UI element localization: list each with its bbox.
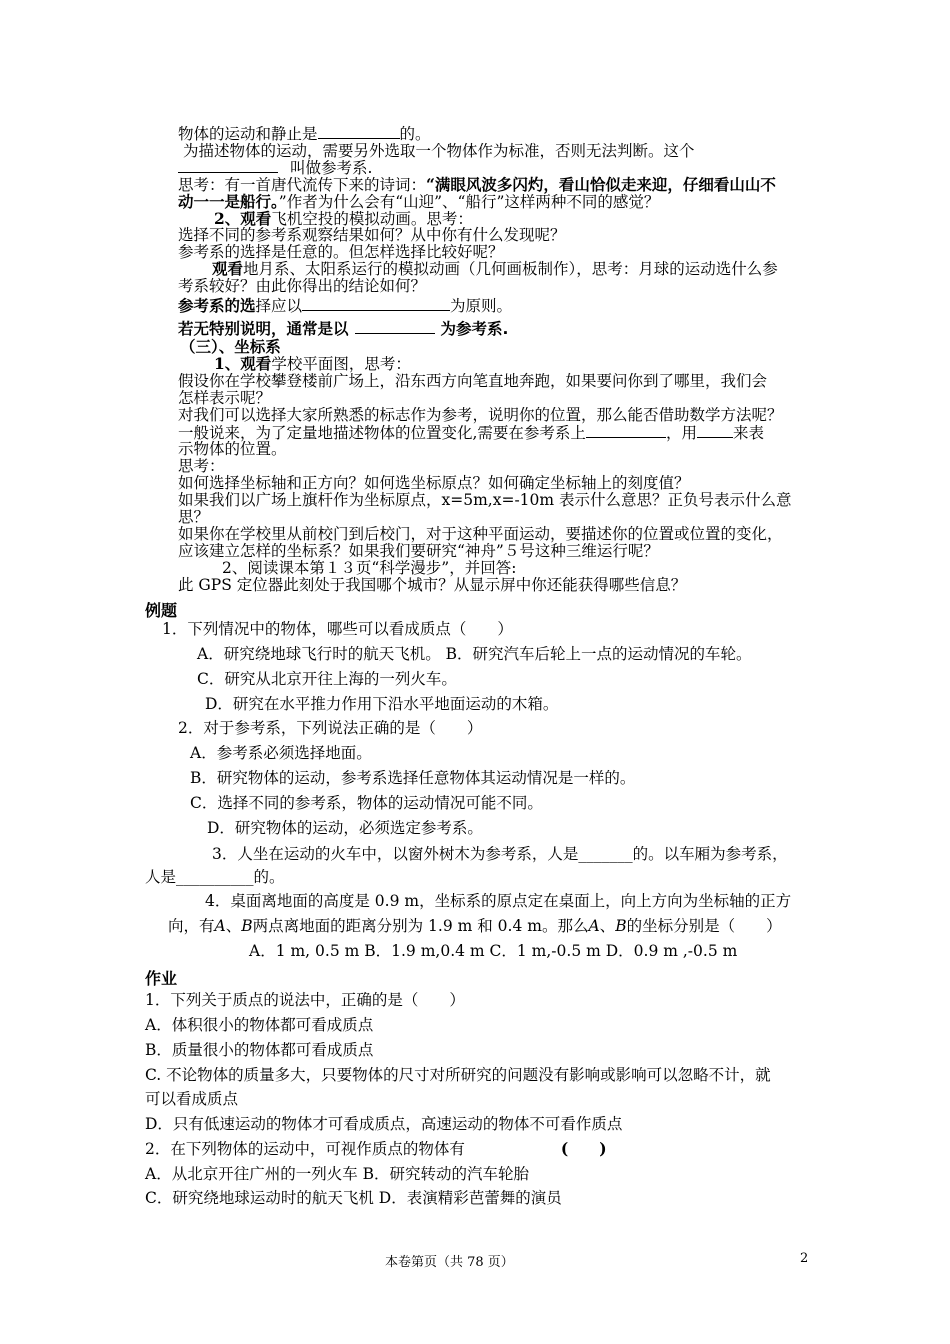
text: A [588, 917, 600, 935]
question: 3．人坐在运动的火车中，以窗外树木为参考系，人是_______的。以车厢为参考系， [212, 845, 788, 863]
text-line: 考系较好？由此你得出的结论如何？ [178, 277, 427, 295]
question: 2．对于参考系，下列说法正确的是（ ） [178, 719, 483, 737]
text-line [214, 355, 411, 373]
text: 为原则。 [450, 297, 513, 315]
section-heading: 例题 [145, 601, 178, 620]
text-line: 如果你在学校里从前校门到后校门，对于这种平面运动，要描述你的位置或位置的变化， [178, 525, 783, 543]
question-cont [168, 915, 782, 937]
question: 4．桌面离地面的高度是 0.9 m，坐标系的原点定在桌面上，向上方向为坐标轴的正方 [205, 892, 792, 910]
option-line: A．参考系必须选择地面。 [190, 744, 372, 762]
text-line: 选择不同的参考系观察结果如何？从中你有什么发现呢？ [178, 226, 566, 244]
option-line: D．研究物体的运动，必须选定参考系。 [207, 819, 483, 837]
option-line: D．只有低速运动的物体才可看成质点，高速运动的物体不可看作质点 [145, 1115, 623, 1133]
text: 1、 [214, 354, 241, 373]
fill-blank [355, 319, 435, 334]
text-line: 对我们可以选择大家所熟悉的标志作为参考，说明你的位置，那么能否借助数学方法呢？ [178, 406, 783, 424]
text: 学校平面图，思考： [271, 355, 411, 373]
fill-blank [697, 423, 733, 438]
text: A [214, 917, 226, 935]
text: 来表 [732, 424, 764, 442]
question: 1．下列关于质点的说法中，正确的是（ ） [145, 991, 465, 1009]
text-line: 怎样表示呢？ [178, 389, 272, 407]
text-line: 思考： [178, 457, 225, 475]
text: 飞机空投的模拟动画。思考： [271, 210, 473, 228]
fill-blank [178, 158, 278, 173]
text: 为参考系. [440, 320, 509, 338]
fill-blank [318, 124, 400, 139]
text: ”作者为什么会有“山迎”、“船行”这样两种不同的感觉？ [278, 193, 660, 211]
text: 2．在下列物体的运动中，可视作质点的物体有 [145, 1140, 465, 1158]
text-line: 假设你在学校攀登楼前广场上，沿东西方向笔直地奔跑，如果要问你到了哪里，我们会 [178, 372, 768, 390]
text: 的。 [399, 125, 431, 143]
text: 叫做参考系. [290, 159, 373, 177]
text: 观看 [212, 259, 244, 278]
page-footer: 本卷第页（共 78 页） [385, 1255, 514, 1270]
section-heading: （三）、坐标系 [180, 338, 281, 356]
text: ( ) [560, 1139, 607, 1158]
option-line: 可以看成质点 [145, 1090, 239, 1108]
text-line [178, 296, 512, 315]
text: B [241, 917, 253, 935]
question: 1．下列情况中的物体，哪些可以看成质点（ ） [162, 620, 513, 638]
text: B [615, 917, 627, 935]
text-line: 此 GPS 定位器此刻处于我国哪个城市？从显示屏中你还能获得哪些信息？ [178, 576, 687, 594]
section-heading: 作业 [145, 969, 178, 988]
option-line: A．研究绕地球飞行时的航天飞机。 B．研究汽车后轮上一点的运动情况的车轮。 [197, 645, 752, 663]
page-number: 2 [800, 1251, 809, 1266]
option-line: C．研究绕地球运动时的航天飞机 D．表演精彩芭蕾舞的演员 [145, 1189, 562, 1207]
fill-blank [302, 296, 450, 311]
text-line: 示物体的位置。 [178, 440, 287, 458]
text-line: 如果我们以广场上旗杆作为坐标原点，x=5m,x=-10m 表示什么意思？正负号表示什么意 [178, 491, 792, 509]
poem-quote: “满眼风波多闪灼，看山恰似走来迎，仔细看山山不 [426, 175, 776, 194]
option-line: C. 不论物体的质量多大，只要物体的尺寸对所研究的问题没有影响或影响可以忽略不计，就 [145, 1066, 771, 1084]
text: 2、 [214, 209, 241, 228]
option-line: A．从北京开往广州的一列火车 B．研究转动的汽车轮胎 [145, 1165, 530, 1183]
fill-blank [586, 423, 666, 438]
text-line [178, 124, 431, 143]
text: 的坐标分别是（ ） [626, 917, 782, 935]
option-line: A．体积很小的物体都可看成质点 [145, 1016, 374, 1034]
option-line: B．质量很小的物体都可看成质点 [145, 1041, 374, 1059]
option-line: C．选择不同的参考系，物体的运动情况可能不同。 [190, 794, 543, 812]
text: 两点离地面的距离分别为 1.9 m 和 0.4 m。那么 [252, 917, 589, 935]
text: 观看 [240, 209, 272, 228]
text: 物体的运动和静止是 [178, 125, 318, 143]
text-line [212, 260, 778, 278]
text-line [178, 319, 508, 338]
poem-quote: 动一一是船行。 [178, 192, 279, 211]
text: 地月系、太阳系运行的模拟动画（几何画板制作），思考：月球的运动选什么参 [243, 260, 778, 278]
question [145, 1138, 607, 1160]
option-line: A．1 m, 0.5 m B．1.9 m,0.4 m C．1 m,-0.5 m D．0.9 m ,-0.5 m [249, 942, 738, 960]
text: 若无特别说明，通常是以 [178, 320, 349, 338]
text: 思考：有一首唐代流传下来的诗词： [178, 176, 427, 194]
option-line: C．研究从北京开往上海的一列火车。 [197, 670, 457, 688]
text-line: 参考系的选择是任意的。但怎样选择比较好呢？ [178, 243, 504, 261]
text: ，用 [665, 424, 697, 442]
text-line: 应该建立怎样的坐标系？如果我们要研究“神舟”５号这种三维运行呢？ [178, 542, 659, 560]
text-line: 如何选择坐标轴和正方向？如何选坐标原点？如何确定坐标轴上的刻度值？ [178, 474, 690, 492]
text-line: 2、阅读课本第１３页“科学漫步”，并回答: [222, 559, 517, 577]
text: 观看 [240, 354, 272, 373]
text: 参考系的选 [178, 297, 256, 315]
text-line [178, 158, 372, 177]
text: 、 [225, 917, 242, 935]
text: 择应以 [255, 297, 303, 315]
text: 、 [599, 917, 616, 935]
question-cont: 人是__________的。 [145, 868, 285, 886]
text: 向，有 [168, 917, 215, 935]
text-line: 思？ [178, 508, 210, 526]
option-line: D．研究在水平推力作用下沿水平地面运动的木箱。 [205, 695, 559, 713]
option-line: B．研究物体的运动，参考系选择任意物体其运动情况是一样的。 [190, 769, 636, 787]
text-line: 为描述物体的运动，需要另外选取一个物体作为标准，否则无法判断。这个 [183, 142, 695, 160]
text: 一般说来，为了定量地描述物体的位置变化,需要在参考系上 [178, 424, 586, 442]
